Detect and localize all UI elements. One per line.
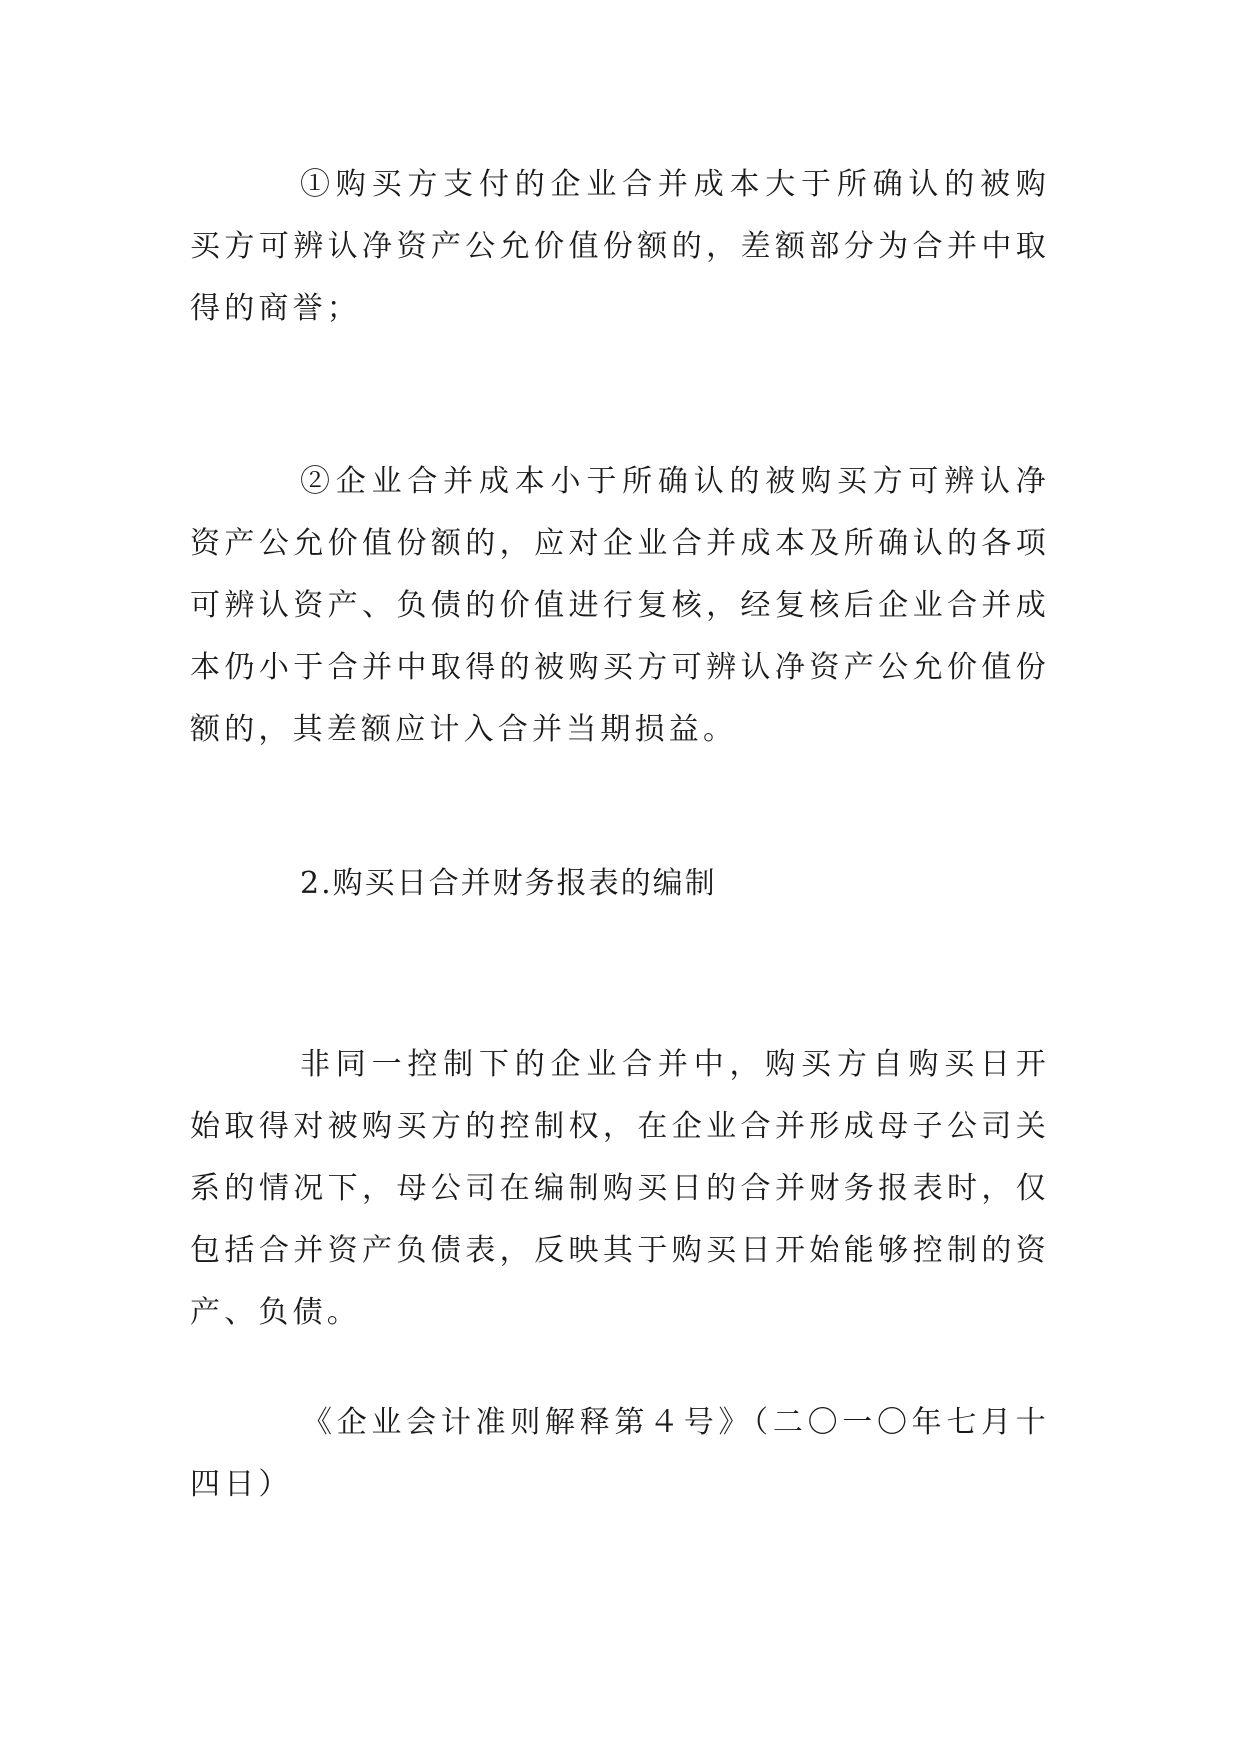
paragraph-consolidated-statements: 非同一控制下的企业合并中，购买方自购买日开始取得对被购买方的控制权，在企业合并形成母子公司关系的情况下，母公司在编制购买日的合并财务报表时，仅包括合并资产负债表，反映其于购买日开始能够控制的资产、负债。 (190, 1047, 1050, 1330)
paragraph-goodwill: ①购买方支付的企业合并成本大于所确认的被购买方可辨认净资产公允价值份额的，差额部分为合并中取得的商誉； (190, 167, 1050, 326)
source-citation: 《企业会计准则解释第４号》（二〇一〇年七月十四日） (190, 1405, 1050, 1502)
paragraph-bargain-purchase: ②企业合并成本小于所确认的被购买方可辨认净资产公允价值份额的，应对企业合并成本及所确认的各项可辨认资产、负债的价值进行复核，经复核后企业合并成本仍小于合并中取得的被购买方可辨认净资产公允价值份额的，其差额应计入合并当期损益。 (190, 464, 1050, 747)
section-heading: 2.购买日合并财务报表的编制 (300, 866, 717, 901)
